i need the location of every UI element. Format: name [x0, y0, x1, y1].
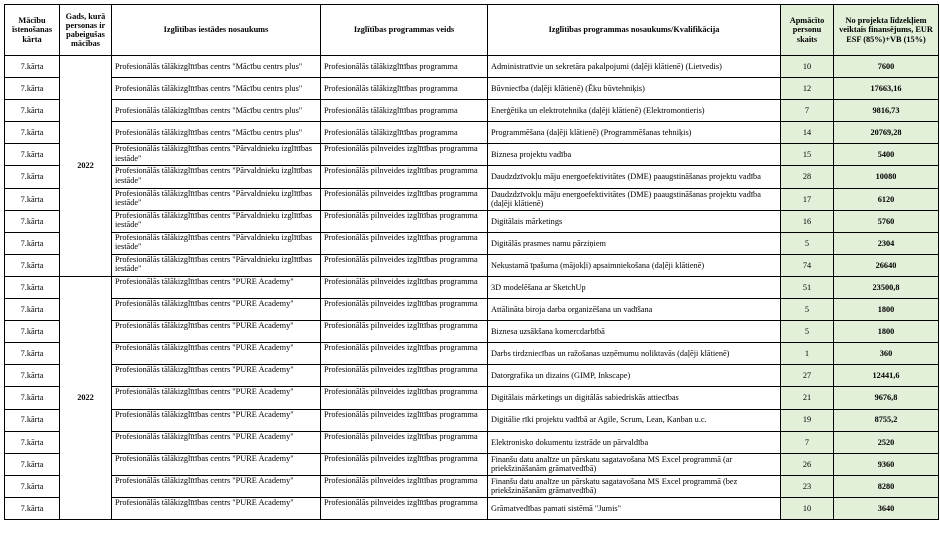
cell-karta: 7.kārta [5, 276, 60, 298]
cell-summa: 23500,8 [834, 276, 939, 298]
cell-iestade: Profesionālās tālākizglītības centrs "Pārvaldnieku izglītības iestāde" [112, 232, 321, 254]
cell-skaits: 14 [781, 122, 834, 144]
cell-nosaukums: Digitālās prasmes namu pārziņiem [488, 232, 781, 254]
cell-karta: 7.kārta [5, 210, 60, 232]
cell-iestade: Profesionālās tālākizglītības centrs "PURE Academy" [112, 453, 321, 475]
cell-summa: 2520 [834, 431, 939, 453]
cell-veids: Profesionālās pilnveides izglītības programma [321, 321, 488, 343]
cell-skaits: 10 [781, 497, 834, 519]
cell-skaits: 5 [781, 321, 834, 343]
cell-nosaukums: Finanšu datu analīze un pārskatu sagatavošana MS Excel programmā (ar priekšzināšanām grāmatvedībā) [488, 453, 781, 475]
cell-iestade: Profesionālās tālākizglītības centrs "Mācību centrs plus" [112, 100, 321, 122]
table-row [5, 321, 939, 343]
training-table [4, 4, 939, 520]
table-row [5, 299, 939, 321]
cell-summa: 9676,8 [834, 387, 939, 409]
table-row [5, 188, 939, 210]
cell-iestade: Profesionālās tālākizglītības centrs "Pārvaldnieku izglītības iestāde" [112, 210, 321, 232]
cell-iestade: Profesionālās tālākizglītības centrs "PURE Academy" [112, 299, 321, 321]
cell-summa: 12441,6 [834, 365, 939, 387]
header-gads: Gads, kurā personas ir pabeigušas mācības [60, 5, 112, 56]
cell-nosaukums: Grāmatvedības pamati sistēmā "Jumis" [488, 497, 781, 519]
cell-skaits: 1 [781, 343, 834, 365]
cell-nosaukums: Biznesa projektu vadība [488, 144, 781, 166]
cell-summa: 20769,28 [834, 122, 939, 144]
cell-nosaukums: Biznesa uzsākšana komercdarbībā [488, 321, 781, 343]
cell-karta: 7.kārta [5, 122, 60, 144]
training-table-wrapper [4, 4, 939, 520]
cell-veids: Profesionālās tālākizglītības programma [321, 100, 488, 122]
cell-veids: Profesionālās pilnveides izglītības programma [321, 166, 488, 188]
cell-karta: 7.kārta [5, 497, 60, 519]
cell-nosaukums: Datorgrafika un dizains (GIMP, Inkscape) [488, 365, 781, 387]
cell-skaits: 26 [781, 453, 834, 475]
cell-summa: 2304 [834, 232, 939, 254]
cell-iestade: Profesionālās tālākizglītības centrs "PURE Academy" [112, 497, 321, 519]
cell-skaits: 74 [781, 254, 834, 276]
cell-veids: Profesionālās pilnveides izglītības programma [321, 210, 488, 232]
cell-karta: 7.kārta [5, 144, 60, 166]
cell-summa: 9816,73 [834, 100, 939, 122]
cell-nosaukums: Digitālais mārketings [488, 210, 781, 232]
cell-summa: 26640 [834, 254, 939, 276]
table-row [5, 475, 939, 497]
cell-iestade: Profesionālās tālākizglītības centrs "PURE Academy" [112, 387, 321, 409]
cell-skaits: 23 [781, 475, 834, 497]
cell-karta: 7.kārta [5, 299, 60, 321]
cell-skaits: 17 [781, 188, 834, 210]
cell-iestade: Profesionālās tālākizglītības centrs "Pārvaldnieku izglītības iestāde" [112, 144, 321, 166]
cell-karta: 7.kārta [5, 365, 60, 387]
cell-skaits: 21 [781, 387, 834, 409]
cell-nosaukums: Daudzdzīvokļu māju energoefektivitātes (DME) paaugstināšanas projektu vadība [488, 166, 781, 188]
cell-nosaukums: Enerģētika un elektrotehnika (daļēji klātienē) (Elektromontieris) [488, 100, 781, 122]
cell-skaits: 12 [781, 78, 834, 100]
cell-iestade: Profesionālās tālākizglītības centrs "PURE Academy" [112, 321, 321, 343]
cell-veids: Profesionālās pilnveides izglītības programma [321, 144, 488, 166]
cell-summa: 1800 [834, 299, 939, 321]
cell-veids: Profesionālās tālākizglītības programma [321, 122, 488, 144]
header-nosaukums: Izglītības programmas nosaukums/Kvalifikācija [488, 5, 781, 56]
cell-summa: 8280 [834, 475, 939, 497]
table-body [5, 56, 939, 520]
cell-iestade: Profesionālās tālākizglītības centrs "PURE Academy" [112, 409, 321, 431]
cell-veids: Profesionālās tālākizglītības programma [321, 78, 488, 100]
cell-nosaukums: Attālināta biroja darba organizēšana un vadīšana [488, 299, 781, 321]
cell-veids: Profesionālās tālākizglītības programma [321, 56, 488, 78]
table-row [5, 431, 939, 453]
header-veids: Izglītības programmas veids [321, 5, 488, 56]
table-row [5, 387, 939, 409]
cell-summa: 3640 [834, 497, 939, 519]
cell-veids: Profesionālās pilnveides izglītības programma [321, 299, 488, 321]
cell-skaits: 28 [781, 166, 834, 188]
cell-summa: 6120 [834, 188, 939, 210]
cell-nosaukums: Darbs tirdzniecības un ražošanas uzņēmumu noliktavās (daļēji klātienē) [488, 343, 781, 365]
cell-skaits: 16 [781, 210, 834, 232]
cell-summa: 17663,16 [834, 78, 939, 100]
cell-veids: Profesionālās pilnveides izglītības programma [321, 475, 488, 497]
cell-veids: Profesionālās pilnveides izglītības programma [321, 365, 488, 387]
cell-karta: 7.kārta [5, 232, 60, 254]
cell-gads: 2022 [60, 56, 112, 277]
cell-karta: 7.kārta [5, 321, 60, 343]
cell-karta: 7.kārta [5, 56, 60, 78]
cell-skaits: 5 [781, 232, 834, 254]
header-skaits: Apmācīto personu skaits [781, 5, 834, 56]
table-row [5, 453, 939, 475]
cell-veids: Profesionālās pilnveides izglītības programma [321, 276, 488, 298]
cell-karta: 7.kārta [5, 453, 60, 475]
cell-karta: 7.kārta [5, 409, 60, 431]
cell-iestade: Profesionālās tālākizglītības centrs "PURE Academy" [112, 475, 321, 497]
cell-veids: Profesionālās pilnveides izglītības programma [321, 343, 488, 365]
cell-nosaukums: Digitālais mārketings un digitālās sabiedriskās attiecības [488, 387, 781, 409]
cell-veids: Profesionālās pilnveides izglītības programma [321, 232, 488, 254]
cell-nosaukums: Digitālie rīki projektu vadībā ar Agile, Scrum, Lean, Kanban u.c. [488, 409, 781, 431]
cell-nosaukums: Daudzdzīvokļu māju energoefektivitātes (DME) paaugstināšanas projektu vadība (daļēji klātienē) [488, 188, 781, 210]
cell-veids: Profesionālās pilnveides izglītības programma [321, 453, 488, 475]
cell-karta: 7.kārta [5, 343, 60, 365]
cell-nosaukums: Administratīvie un sekretāra pakalpojumi (daļēji klātienē) (Lietvedis) [488, 56, 781, 78]
table-row [5, 409, 939, 431]
cell-karta: 7.kārta [5, 431, 60, 453]
cell-gads: 2022 [60, 276, 112, 519]
cell-veids: Profesionālās pilnveides izglītības programma [321, 254, 488, 276]
table-row [5, 276, 939, 298]
cell-iestade: Profesionālās tālākizglītības centrs "Pārvaldnieku izglītības iestāde" [112, 254, 321, 276]
cell-veids: Profesionālās pilnveides izglītības programma [321, 431, 488, 453]
cell-summa: 10080 [834, 166, 939, 188]
cell-summa: 8755,2 [834, 409, 939, 431]
header-summa: No projekta līdzekļiem veiktais finansējums, EUR ESF (85%)+VB (15%) [834, 5, 939, 56]
cell-summa: 7600 [834, 56, 939, 78]
cell-summa: 5400 [834, 144, 939, 166]
cell-iestade: Profesionālās tālākizglītības centrs "PURE Academy" [112, 343, 321, 365]
cell-skaits: 27 [781, 365, 834, 387]
cell-veids: Profesionālās pilnveides izglītības programma [321, 188, 488, 210]
cell-skaits: 10 [781, 56, 834, 78]
cell-karta: 7.kārta [5, 188, 60, 210]
cell-veids: Profesionālās pilnveides izglītības programma [321, 387, 488, 409]
cell-veids: Profesionālās pilnveides izglītības programma [321, 497, 488, 519]
cell-karta: 7.kārta [5, 254, 60, 276]
cell-iestade: Profesionālās tālākizglītības centrs "Mācību centrs plus" [112, 78, 321, 100]
cell-iestade: Profesionālās tālākizglītības centrs "Mācību centrs plus" [112, 56, 321, 78]
cell-iestade: Profesionālās tālākizglītības centrs "PURE Academy" [112, 431, 321, 453]
cell-karta: 7.kārta [5, 387, 60, 409]
cell-skaits: 51 [781, 276, 834, 298]
table-row [5, 497, 939, 519]
cell-summa: 5760 [834, 210, 939, 232]
header-row [5, 5, 939, 56]
table-row [5, 100, 939, 122]
table-row [5, 210, 939, 232]
header-iestade: Izglītības iestādes nosaukums [112, 5, 321, 56]
cell-veids: Profesionālās pilnveides izglītības programma [321, 409, 488, 431]
table-row [5, 343, 939, 365]
table-row [5, 254, 939, 276]
cell-skaits: 15 [781, 144, 834, 166]
table-row [5, 122, 939, 144]
cell-iestade: Profesionālās tālākizglītības centrs "Pārvaldnieku izglītības iestāde" [112, 188, 321, 210]
cell-nosaukums: Elektronisko dokumentu izstrāde un pārvaldība [488, 431, 781, 453]
cell-skaits: 5 [781, 299, 834, 321]
cell-nosaukums: 3D modelēšana ar SketchUp [488, 276, 781, 298]
cell-nosaukums: Finanšu datu analīze un pārskatu sagatavošana MS Excel programmā (bez priekšzināšanām grāmatvedībā) [488, 475, 781, 497]
cell-iestade: Profesionālās tālākizglītības centrs "PURE Academy" [112, 276, 321, 298]
cell-summa: 1800 [834, 321, 939, 343]
cell-nosaukums: Būvniecība (daļēji klātienē) (Ēku būvtehniķis) [488, 78, 781, 100]
cell-skaits: 7 [781, 100, 834, 122]
cell-iestade: Profesionālās tālākizglītības centrs "PURE Academy" [112, 365, 321, 387]
cell-skaits: 19 [781, 409, 834, 431]
cell-karta: 7.kārta [5, 475, 60, 497]
cell-iestade: Profesionālās tālākizglītības centrs "Pārvaldnieku izglītības iestāde" [112, 166, 321, 188]
table-row [5, 166, 939, 188]
table-row [5, 365, 939, 387]
table-row [5, 144, 939, 166]
cell-nosaukums: Nekustamā īpašuma (mājokļi) apsaimniekošana (daļēji klātienē) [488, 254, 781, 276]
table-row [5, 56, 939, 78]
cell-karta: 7.kārta [5, 100, 60, 122]
header-karta: Mācību īstenošanas kārta [5, 5, 60, 56]
cell-nosaukums: Programmēšana (daļēji klātienē) (Programmēšanas tehniķis) [488, 122, 781, 144]
table-row [5, 78, 939, 100]
cell-summa: 360 [834, 343, 939, 365]
cell-iestade: Profesionālās tālākizglītības centrs "Mācību centrs plus" [112, 122, 321, 144]
cell-skaits: 7 [781, 431, 834, 453]
cell-karta: 7.kārta [5, 166, 60, 188]
cell-summa: 9360 [834, 453, 939, 475]
cell-karta: 7.kārta [5, 78, 60, 100]
table-row [5, 232, 939, 254]
